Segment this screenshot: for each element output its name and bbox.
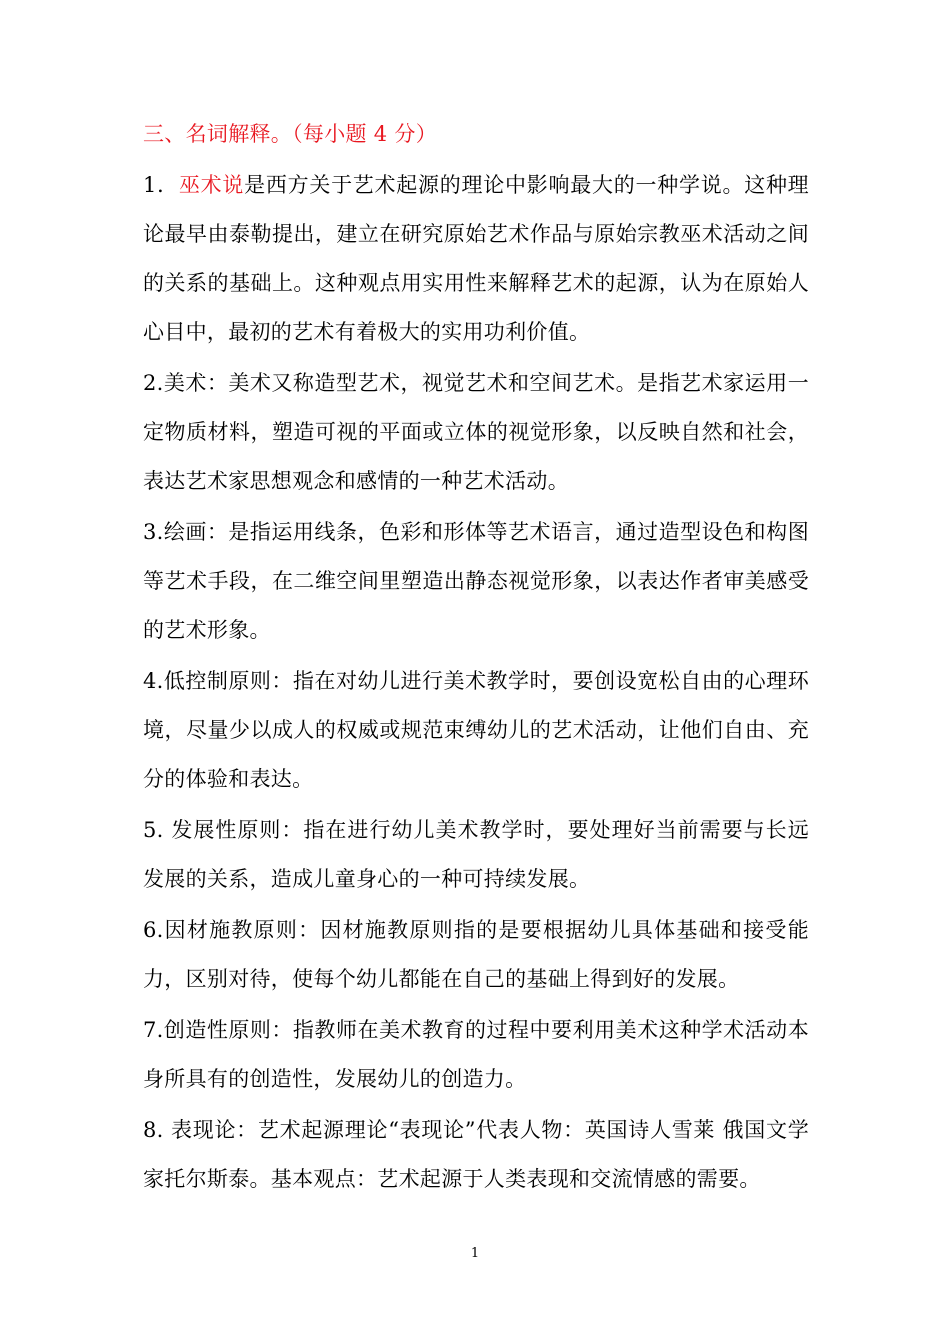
definition-text: 是西方关于艺术起源的理论中影响最大的一种学说。这种理论最早由泰勒提出，建立在研究原始艺术作品与原始宗教巫术活动之间的关系的基础上。这种观点用实用性来解释艺术的起源，认为在原始人心目中，最初的艺术有着极大的实用功利价值。: [143, 173, 809, 344]
highlighted-term: 巫术说: [178, 173, 245, 197]
definition-item-8: 8. 表现论：艺术起源理论“表现论”代表人物：英国诗人雪莱 俄国文学家托尔斯泰。基本观点：艺术起源于人类表现和交流情感的需要。: [143, 1118, 809, 1191]
section-heading: 三、名词解释。（每小题 4 分）: [143, 122, 438, 146]
definition-item-7: 7.创造性原则：指教师在美术教育的过程中要利用美术这种学术活动本身所具有的创造性，发展幼儿的创造力。: [143, 1018, 809, 1091]
definition-item-6: 6.因材施教原则：因材施教原则指的是要根据幼儿具体基础和接受能力，区别对待，使每个幼儿都能在自己的基础上得到好的发展。: [143, 918, 809, 991]
item-number: 1．: [143, 173, 179, 197]
document-body: [143, 110, 809, 1206]
definition-item-3: 3.绘画：是指运用线条，色彩和形体等艺术语言，通过造型设色和构图等艺术手段，在二维空间里塑造出静态视觉形象，以表达作者审美感受的艺术形象。: [143, 520, 809, 642]
definition-item-4: 4.低控制原则：指在对幼儿进行美术教学时，要创设宽松自由的心理环境，尽量少以成人的权威或规范束缚幼儿的艺术活动，让他们自由、充分的体验和表达。: [143, 669, 809, 791]
definition-item-5: 5. 发展性原则：指在进行幼儿美术教学时，要处理好当前需要与长远发展的关系，造成儿童身心的一种可持续发展。: [143, 818, 809, 891]
definition-item-1: [143, 161, 809, 357]
page-number: 1: [470, 1246, 480, 1261]
definition-item-2: 2.美术：美术又称造型艺术，视觉艺术和空间艺术。是指艺术家运用一定物质材料，塑造可视的平面或立体的视觉形象，以反映自然和社会，表达艺术家思想观念和感情的一种艺术活动。: [143, 371, 809, 493]
